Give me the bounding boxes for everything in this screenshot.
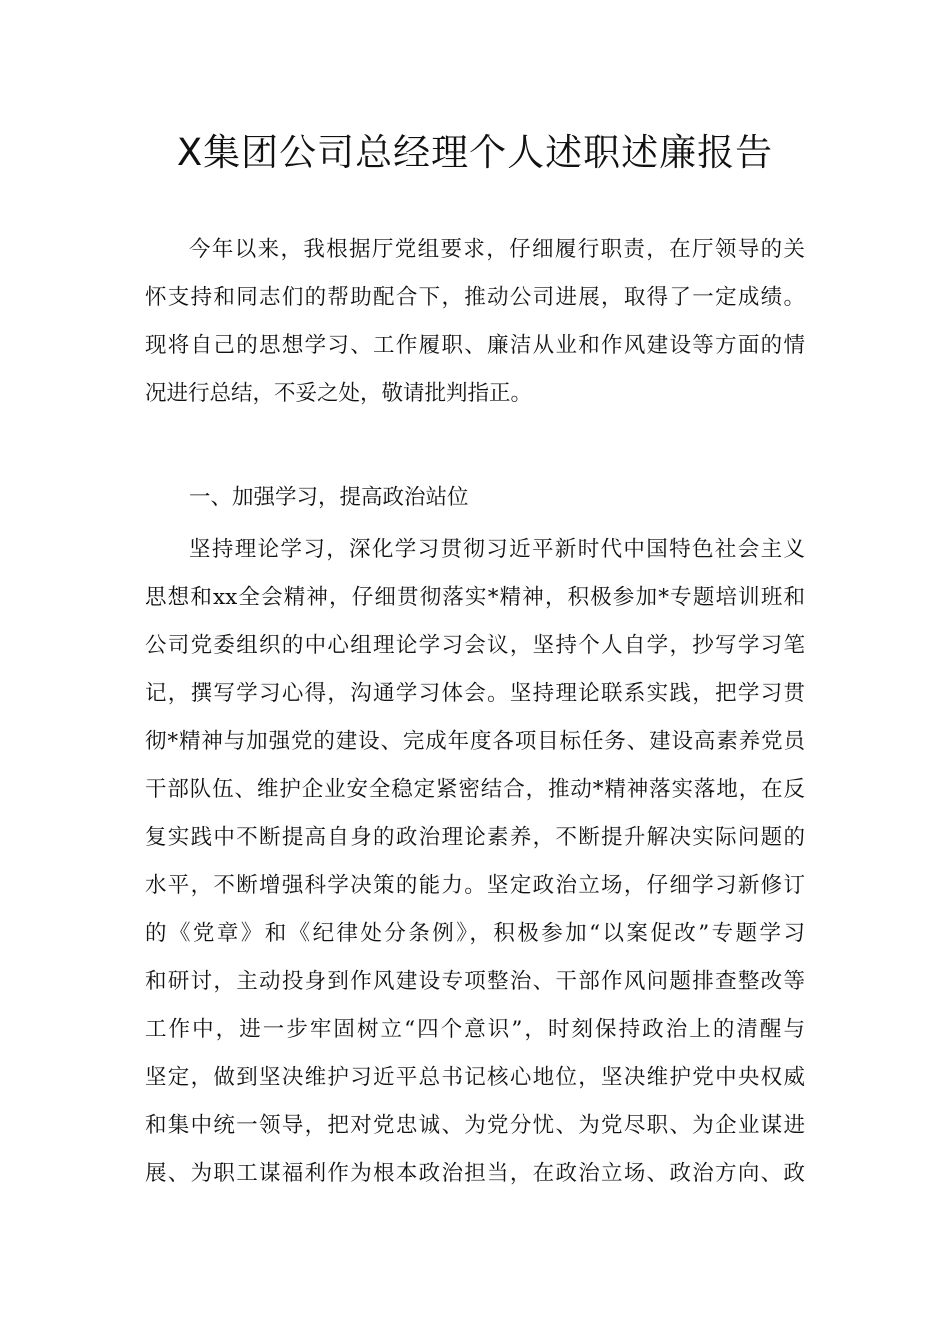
- document-title: X集团公司总经理个人述职述廉报告: [176, 131, 774, 174]
- section-heading-text: 一、加强学习，提高政治站位: [189, 485, 469, 510]
- paragraph-line: 和集中统一领导，把对党忠诚、为党分忧、为党尽职、为企业谋进: [145, 1113, 805, 1138]
- section-body-paragraph: [145, 526, 805, 1198]
- paragraph-line: 今年以来，我根据厅党组要求，仔细履行职责，在厅领导的关: [189, 237, 805, 262]
- paragraph-line: 和研讨，主动投身到作风建设专项整治、干部作风问题排查整改等: [145, 969, 805, 994]
- paragraph-line: 况进行总结，不妥之处，敬请批判指正。: [145, 381, 533, 406]
- paragraph-line: 水平，不断增强科学决策的能力。坚定政治立场，仔细学习新修订: [145, 873, 805, 898]
- intro-paragraph: [145, 226, 805, 418]
- paragraph-line: 复实践中不断提高自身的政治理论素养，不断提升解决实际问题的: [145, 825, 805, 850]
- paragraph-line: 坚定，做到坚决维护习近平总书记核心地位，坚决维护党中央权威: [145, 1065, 805, 1090]
- paragraph-line: 现将自己的思想学习、工作履职、廉洁从业和作风建设等方面的情: [145, 333, 805, 358]
- paragraph-line: 怀支持和同志们的帮助配合下，推动公司进展，取得了一定成绩。: [145, 285, 805, 310]
- paragraph-line: 坚持理论学习，深化学习贯彻习近平新时代中国特色社会主义: [189, 537, 805, 562]
- paragraph-line: 公司党委组织的中心组理论学习会议，坚持个人自学，抄写学习笔: [145, 633, 805, 658]
- paragraph-line: 记，撰写学习心得，沟通学习体会。坚持理论联系实践，把学习贯: [145, 681, 805, 706]
- section-heading: [145, 474, 805, 522]
- paragraph-line: 展、为职工谋福利作为根本政治担当，在政治立场、政治方向、政: [145, 1161, 805, 1186]
- paragraph-line: 工作中，进一步牢固树立“四个意识”，时刻保持政治上的清醒与: [145, 1017, 805, 1042]
- paragraph-line: 干部队伍、维护企业安全稳定紧密结合，推动*精神落实落地，在反: [145, 777, 805, 802]
- paragraph-line: 的《党章》和《纪律处分条例》，积极参加“以案促改”专题学习: [145, 921, 805, 946]
- paragraph-line: 彻*精神与加强党的建设、完成年度各项目标任务、建设高素养党员: [145, 729, 805, 754]
- paragraph-line: 思想和xx全会精神，仔细贯彻落实*精神，积极参加*专题培训班和: [145, 585, 805, 610]
